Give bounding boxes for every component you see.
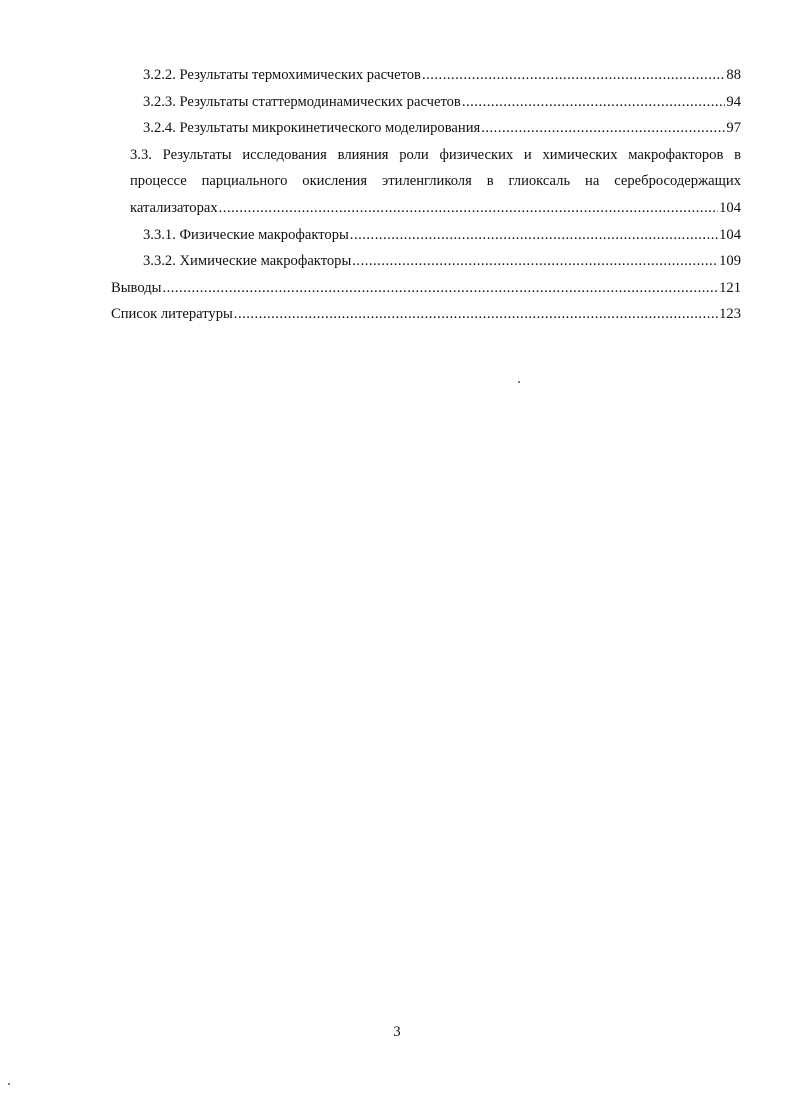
toc-entry-3-2-2 (111, 62, 741, 89)
toc-entry-title: 3.2.4. Результаты микрокинетического моделирования (143, 120, 481, 137)
toc-entry-title: Список литературы (111, 306, 233, 323)
toc-dot-leader (350, 222, 718, 249)
toc-entry-last-line (130, 195, 741, 222)
toc-entry-title-line-1: 3.3. Результаты исследования влияния роли физических и химических макрофакторов в (130, 146, 741, 163)
toc-dot-leader (422, 62, 725, 89)
scan-speck (518, 381, 520, 383)
toc-dot-leader (481, 115, 725, 142)
table-of-contents (111, 62, 741, 328)
toc-entry-title: 3.3.2. Химические макрофакторы (143, 253, 352, 270)
toc-entry-title: 3.3.1. Физические макрофакторы (143, 226, 349, 243)
toc-dot-leader (462, 89, 726, 116)
toc-entry-page: 123 (719, 306, 741, 323)
scan-speck (8, 1083, 10, 1085)
toc-entry-3-2-4 (111, 115, 741, 142)
toc-entry-page: 94 (726, 93, 741, 110)
toc-dot-leader (219, 195, 718, 222)
toc-entry-3-3-1 (111, 222, 741, 249)
toc-dot-leader (162, 275, 718, 302)
toc-dot-leader (234, 301, 718, 328)
toc-entry-3-3 (111, 142, 741, 222)
toc-entry-page: 104 (719, 199, 741, 216)
toc-entry-title-line-2: процессе парциального окисления этиленгликоля в глиоксаль на серебросодержащих (130, 173, 741, 190)
toc-entry-page: 88 (726, 67, 741, 83)
toc-entry-page: 97 (726, 120, 741, 137)
toc-entry-page: 121 (719, 279, 741, 296)
toc-entry-page: 109 (719, 253, 741, 270)
toc-dot-leader (352, 248, 718, 275)
toc-entry-page: 104 (719, 226, 741, 243)
toc-entry-title: 3.2.3. Результаты статтермодинамических расчетов (143, 93, 461, 110)
toc-entry-3-2-3 (111, 89, 741, 116)
toc-entry-references (111, 301, 741, 328)
toc-entry-title: Выводы (111, 279, 162, 296)
toc-entry-title: 3.2.2. Результаты термохимических расчетов (143, 67, 421, 83)
page-number: 3 (393, 1024, 401, 1040)
toc-entry-conclusions (111, 275, 741, 302)
toc-entry-3-3-2 (111, 248, 741, 275)
toc-entry-title-line-3: катализаторах (130, 199, 218, 216)
